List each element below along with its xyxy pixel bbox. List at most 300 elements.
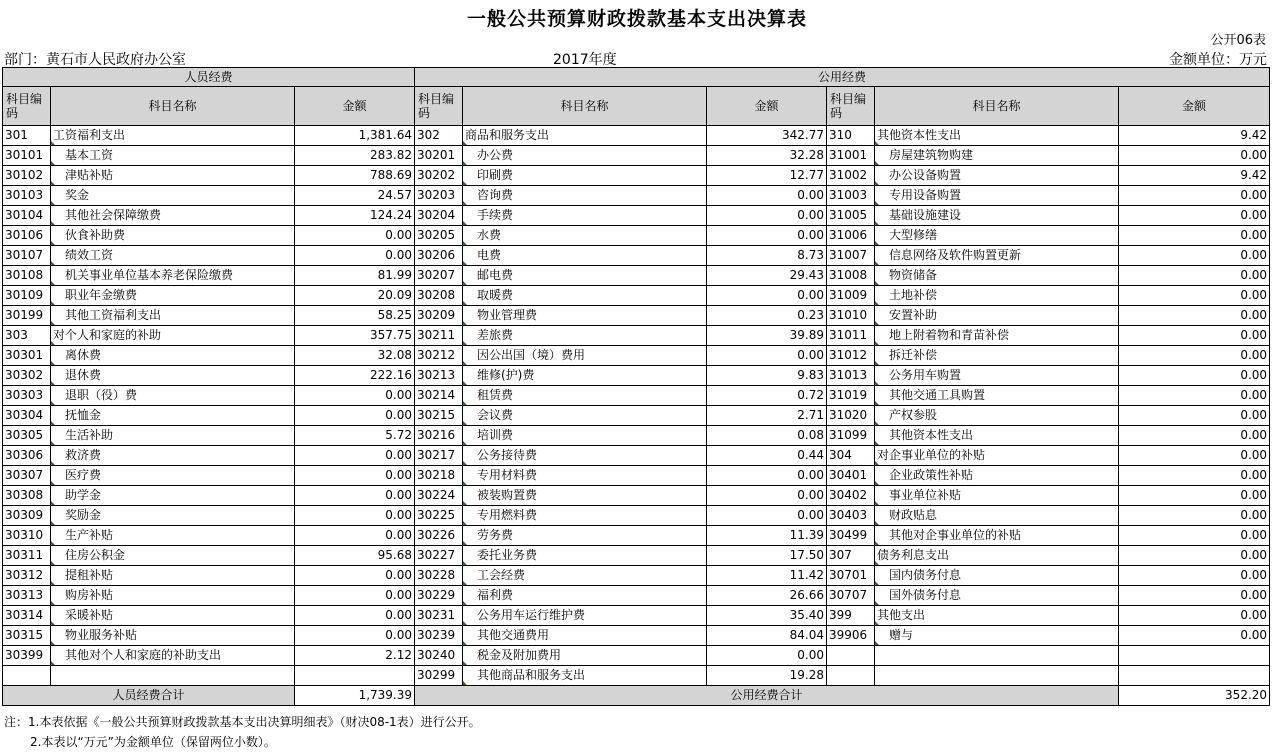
cell-name: 其他支出	[875, 606, 1119, 626]
cell-amount: 32.28	[707, 146, 827, 166]
cell-code: 31001	[827, 146, 875, 166]
cell-code: 30106	[3, 226, 51, 246]
cell-amount: 0.00	[295, 506, 415, 526]
group-header-personnel: 人员经费	[3, 68, 415, 87]
cell-amount: 0.44	[707, 446, 827, 466]
table-row	[3, 306, 1270, 326]
cell-amount: 95.68	[295, 546, 415, 566]
cell-name: 印刷费	[463, 166, 707, 186]
cell-code: 31012	[827, 346, 875, 366]
cell-name: 维修(护)费	[463, 366, 707, 386]
cell-name: 水费	[463, 226, 707, 246]
cell-amount: 357.75	[295, 326, 415, 346]
table-row	[3, 486, 1270, 506]
cell-amount: 0.00	[707, 486, 827, 506]
cell-name: 国外债务付息	[875, 586, 1119, 606]
cell-code: 39906	[827, 626, 875, 646]
cell-amount: 0.00	[1119, 186, 1270, 206]
cell-amount: 0.00	[1119, 226, 1270, 246]
cell-code: 30308	[3, 486, 51, 506]
cell-code	[827, 666, 875, 686]
table-row	[3, 566, 1270, 586]
cell-code: 30309	[3, 506, 51, 526]
cell-name: 办公费	[463, 146, 707, 166]
cell-code: 304	[827, 446, 875, 466]
cell-amount: 0.00	[295, 466, 415, 486]
cell-amount: 0.00	[1119, 526, 1270, 546]
table-row	[3, 186, 1270, 206]
cell-name: 住房公积金	[51, 546, 295, 566]
cell-name: 津贴补贴	[51, 166, 295, 186]
cell-amount: 0.00	[295, 406, 415, 426]
cell-code: 30225	[415, 506, 463, 526]
fiscal-year: 2017年度	[553, 52, 617, 68]
cell-name: 劳务费	[463, 526, 707, 546]
cell-name: 离休费	[51, 346, 295, 366]
cell-name: 基本工资	[51, 146, 295, 166]
cell-code: 31003	[827, 186, 875, 206]
column-header-amount: 金额	[707, 87, 827, 126]
cell-name: 房屋建筑物购建	[875, 146, 1119, 166]
cell-amount: 0.00	[1119, 146, 1270, 166]
cell-name: 信息网络及软件购置更新	[875, 246, 1119, 266]
table-row	[3, 226, 1270, 246]
cell-amount: 0.00	[1119, 566, 1270, 586]
cell-code: 30203	[415, 186, 463, 206]
cell-code: 30239	[415, 626, 463, 646]
cell-name: 其他商品和服务支出	[463, 666, 707, 686]
column-header-code: 科目编码	[3, 87, 51, 126]
cell-code: 30226	[415, 526, 463, 546]
cell-name	[875, 646, 1119, 666]
cell-name: 其他社会保障缴费	[51, 206, 295, 226]
cell-code: 30217	[415, 446, 463, 466]
cell-name: 采暖补贴	[51, 606, 295, 626]
column-header-code: 科目编码	[415, 87, 463, 126]
cell-code: 30231	[415, 606, 463, 626]
table-row	[3, 246, 1270, 266]
cell-amount: 0.00	[295, 586, 415, 606]
cell-amount: 0.00	[1119, 286, 1270, 306]
table-row	[3, 346, 1270, 366]
footnote-2: 2.本表以“万元”为金额单位（保留两位小数）。	[30, 735, 276, 749]
cell-name: 医疗费	[51, 466, 295, 486]
column-header-code: 科目编码	[827, 87, 875, 126]
cell-amount: 0.00	[1119, 486, 1270, 506]
cell-amount: 2.12	[295, 646, 415, 666]
footnotes	[4, 712, 481, 752]
cell-code: 303	[3, 326, 51, 346]
cell-amount: 283.82	[295, 146, 415, 166]
cell-name: 工资福利支出	[51, 126, 295, 146]
cell-name: 赠与	[875, 626, 1119, 646]
cell-name	[51, 666, 295, 686]
public-total-label: 公用经费合计	[415, 686, 1119, 706]
cell-amount: 0.00	[1119, 326, 1270, 346]
cell-name	[875, 666, 1119, 686]
cell-amount: 0.00	[295, 226, 415, 246]
cell-name: 事业单位补贴	[875, 486, 1119, 506]
cell-name: 企业政策性补贴	[875, 466, 1119, 486]
cell-name: 基础设施建设	[875, 206, 1119, 226]
cell-amount: 0.00	[1119, 546, 1270, 566]
cell-name: 其他工资福利支出	[51, 306, 295, 326]
cell-code: 30228	[415, 566, 463, 586]
table-row	[3, 526, 1270, 546]
cell-amount: 8.73	[707, 246, 827, 266]
cell-code: 30213	[415, 366, 463, 386]
page-title: 一般公共预算财政拨款基本支出决算表	[466, 8, 807, 30]
cell-amount: 0.08	[707, 426, 827, 446]
cell-name: 邮电费	[463, 266, 707, 286]
cell-code: 30209	[415, 306, 463, 326]
cell-code: 30224	[415, 486, 463, 506]
cell-name: 被装购置费	[463, 486, 707, 506]
cell-amount: 788.69	[295, 166, 415, 186]
cell-code: 30108	[3, 266, 51, 286]
cell-name: 购房补贴	[51, 586, 295, 606]
cell-amount: 12.77	[707, 166, 827, 186]
cell-code	[827, 646, 875, 666]
table-row	[3, 386, 1270, 406]
cell-amount: 124.24	[295, 206, 415, 226]
cell-name: 伙食补助费	[51, 226, 295, 246]
cell-amount: 222.16	[295, 366, 415, 386]
table-row	[3, 206, 1270, 226]
cell-code: 30214	[415, 386, 463, 406]
cell-code: 30103	[3, 186, 51, 206]
cell-name: 专用设备购置	[875, 186, 1119, 206]
cell-name: 因公出国（境）费用	[463, 346, 707, 366]
table-row	[3, 546, 1270, 566]
cell-amount: 29.43	[707, 266, 827, 286]
cell-name: 债务利息支出	[875, 546, 1119, 566]
cell-amount: 2.71	[707, 406, 827, 426]
cell-code: 31013	[827, 366, 875, 386]
cell-amount: 0.00	[707, 506, 827, 526]
table-row	[3, 446, 1270, 466]
cell-name: 退职（役）费	[51, 386, 295, 406]
cell-name: 商品和服务支出	[463, 126, 707, 146]
cell-code: 399	[827, 606, 875, 626]
cell-code: 30227	[415, 546, 463, 566]
cell-name: 专用燃料费	[463, 506, 707, 526]
cell-amount: 0.00	[1119, 426, 1270, 446]
cell-amount: 81.99	[295, 266, 415, 286]
cell-code: 31009	[827, 286, 875, 306]
cell-code: 30303	[3, 386, 51, 406]
table-row	[3, 426, 1270, 446]
cell-amount: 5.72	[295, 426, 415, 446]
cell-name: 对企事业单位的补贴	[875, 446, 1119, 466]
cell-code: 30207	[415, 266, 463, 286]
cell-name: 委托业务费	[463, 546, 707, 566]
cell-name: 奖金	[51, 186, 295, 206]
cell-amount: 0.00	[1119, 366, 1270, 386]
cell-code: 30701	[827, 566, 875, 586]
cell-amount: 17.50	[707, 546, 827, 566]
cell-code: 30403	[827, 506, 875, 526]
cell-code: 31002	[827, 166, 875, 186]
cell-amount: 0.00	[295, 566, 415, 586]
cell-code: 31006	[827, 226, 875, 246]
cell-code: 31011	[827, 326, 875, 346]
cell-code: 307	[827, 546, 875, 566]
cell-amount: 0.00	[295, 626, 415, 646]
cell-code: 31005	[827, 206, 875, 226]
cell-code: 30201	[415, 146, 463, 166]
cell-code: 31007	[827, 246, 875, 266]
cell-code: 30102	[3, 166, 51, 186]
cell-amount: 26.66	[707, 586, 827, 606]
cell-amount: 0.00	[707, 226, 827, 246]
amount-unit: 金额单位：万元	[1169, 52, 1267, 68]
cell-code: 30107	[3, 246, 51, 266]
cell-code: 310	[827, 126, 875, 146]
cell-amount: 0.00	[1119, 586, 1270, 606]
cell-amount: 0.00	[707, 186, 827, 206]
cell-code: 30402	[827, 486, 875, 506]
cell-name: 其他交通工具购置	[875, 386, 1119, 406]
cell-code: 30211	[415, 326, 463, 346]
table-row	[3, 166, 1270, 186]
table-row	[3, 506, 1270, 526]
column-header-amount: 金额	[295, 87, 415, 126]
cell-amount: 0.00	[1119, 606, 1270, 626]
cell-name: 生活补助	[51, 426, 295, 446]
cell-amount: 0.00	[295, 526, 415, 546]
group-header-public: 公用经费	[415, 68, 1270, 87]
cell-amount: 0.00	[707, 466, 827, 486]
cell-amount: 0.23	[707, 306, 827, 326]
table-row	[3, 286, 1270, 306]
cell-amount	[295, 666, 415, 686]
expenditure-table	[2, 67, 1270, 706]
cell-code: 31008	[827, 266, 875, 286]
cell-amount: 0.00	[1119, 266, 1270, 286]
cell-code: 30299	[415, 666, 463, 686]
cell-name: 工会经费	[463, 566, 707, 586]
cell-name: 生产补贴	[51, 526, 295, 546]
cell-code: 30707	[827, 586, 875, 606]
cell-code: 30315	[3, 626, 51, 646]
table-row	[3, 626, 1270, 646]
cell-code: 30311	[3, 546, 51, 566]
cell-amount: 0.00	[1119, 406, 1270, 426]
cell-amount: 0.00	[1119, 346, 1270, 366]
cell-code: 30304	[3, 406, 51, 426]
cell-code: 30109	[3, 286, 51, 306]
table-row	[3, 586, 1270, 606]
cell-name: 会议费	[463, 406, 707, 426]
cell-amount	[1119, 646, 1270, 666]
cell-code: 30301	[3, 346, 51, 366]
cell-name: 其他对企事业单位的补贴	[875, 526, 1119, 546]
cell-amount: 0.00	[295, 446, 415, 466]
cell-name: 土地补偿	[875, 286, 1119, 306]
cell-name: 职业年金缴费	[51, 286, 295, 306]
cell-name: 地上附着物和青苗补偿	[875, 326, 1119, 346]
cell-amount: 0.00	[1119, 466, 1270, 486]
cell-name: 咨询费	[463, 186, 707, 206]
cell-name: 租赁费	[463, 386, 707, 406]
column-header-name: 科目名称	[51, 87, 295, 126]
cell-name: 安置补助	[875, 306, 1119, 326]
cell-amount: 0.00	[1119, 386, 1270, 406]
cell-amount: 0.00	[1119, 626, 1270, 646]
cell-code: 30101	[3, 146, 51, 166]
cell-code: 30215	[415, 406, 463, 426]
cell-code: 30313	[3, 586, 51, 606]
table-row	[3, 406, 1270, 426]
cell-amount: 9.42	[1119, 126, 1270, 146]
cell-code: 30302	[3, 366, 51, 386]
cell-name: 物资储备	[875, 266, 1119, 286]
column-header-name: 科目名称	[463, 87, 707, 126]
cell-amount: 0.00	[707, 346, 827, 366]
cell-amount: 0.00	[1119, 246, 1270, 266]
cell-amount: 0.00	[707, 646, 827, 666]
cell-name: 助学金	[51, 486, 295, 506]
cell-name: 电费	[463, 246, 707, 266]
table-row	[3, 466, 1270, 486]
table-row	[3, 266, 1270, 286]
cell-code: 31010	[827, 306, 875, 326]
cell-name: 专用材料费	[463, 466, 707, 486]
cell-name: 退休费	[51, 366, 295, 386]
column-header-amount: 金额	[1119, 87, 1270, 126]
cell-name: 公务用车运行维护费	[463, 606, 707, 626]
cell-code: 30216	[415, 426, 463, 446]
cell-amount: 0.00	[1119, 446, 1270, 466]
cell-name: 抚恤金	[51, 406, 295, 426]
cell-amount: 11.42	[707, 566, 827, 586]
cell-name: 对个人和家庭的补助	[51, 326, 295, 346]
table-row	[3, 606, 1270, 626]
cell-amount: 342.77	[707, 126, 827, 146]
cell-name: 其他资本性支出	[875, 126, 1119, 146]
cell-code	[3, 666, 51, 686]
cell-amount: 0.00	[1119, 206, 1270, 226]
table-row	[3, 646, 1270, 666]
cell-code: 30202	[415, 166, 463, 186]
table-row	[3, 666, 1270, 686]
cell-name: 公务接待费	[463, 446, 707, 466]
cell-code: 301	[3, 126, 51, 146]
cell-code: 302	[415, 126, 463, 146]
cell-name: 其他对个人和家庭的补助支出	[51, 646, 295, 666]
cell-code: 31020	[827, 406, 875, 426]
cell-amount: 11.39	[707, 526, 827, 546]
cell-name: 其他资本性支出	[875, 426, 1119, 446]
cell-amount: 1,381.64	[295, 126, 415, 146]
cell-code: 30205	[415, 226, 463, 246]
cell-name: 其他交通费用	[463, 626, 707, 646]
cell-amount	[1119, 666, 1270, 686]
cell-amount: 9.83	[707, 366, 827, 386]
cell-code: 30204	[415, 206, 463, 226]
cell-name: 机关事业单位基本养老保险缴费	[51, 266, 295, 286]
cell-code: 30208	[415, 286, 463, 306]
cell-name: 拆迁补偿	[875, 346, 1119, 366]
cell-code: 30307	[3, 466, 51, 486]
cell-amount: 39.89	[707, 326, 827, 346]
cell-code: 30312	[3, 566, 51, 586]
cell-name: 公务用车购置	[875, 366, 1119, 386]
cell-name: 绩效工资	[51, 246, 295, 266]
cell-code: 30199	[3, 306, 51, 326]
table-row	[3, 366, 1270, 386]
cell-name: 税金及附加费用	[463, 646, 707, 666]
personnel-total-label: 人员经费合计	[3, 686, 295, 706]
cell-amount: 58.25	[295, 306, 415, 326]
cell-name: 产权参股	[875, 406, 1119, 426]
column-header-name: 科目名称	[875, 87, 1119, 126]
cell-amount: 0.00	[295, 606, 415, 626]
cell-code: 30104	[3, 206, 51, 226]
cell-amount: 32.08	[295, 346, 415, 366]
cell-code: 30314	[3, 606, 51, 626]
cell-name: 取暖费	[463, 286, 707, 306]
cell-code: 30240	[415, 646, 463, 666]
form-number: 公开06表	[1210, 33, 1266, 48]
cell-code: 31019	[827, 386, 875, 406]
cell-amount: 20.09	[295, 286, 415, 306]
cell-amount: 0.00	[1119, 506, 1270, 526]
cell-code: 30206	[415, 246, 463, 266]
cell-name: 手续费	[463, 206, 707, 226]
cell-code: 30229	[415, 586, 463, 606]
cell-name: 物业管理费	[463, 306, 707, 326]
cell-code: 30212	[415, 346, 463, 366]
cell-name: 大型修缮	[875, 226, 1119, 246]
table-row	[3, 326, 1270, 346]
cell-code: 30401	[827, 466, 875, 486]
cell-amount: 0.00	[295, 386, 415, 406]
cell-code: 30499	[827, 526, 875, 546]
cell-amount: 0.72	[707, 386, 827, 406]
cell-code: 31099	[827, 426, 875, 446]
department-label: 部门：黄石市人民政府办公室	[4, 52, 186, 68]
footnote-1: 注：1.本表依据《一般公共预算财政拨款基本支出决算明细表》（财决08-1表）进行公开。	[4, 715, 481, 729]
cell-name: 培训费	[463, 426, 707, 446]
cell-code: 30218	[415, 466, 463, 486]
cell-amount: 0.00	[295, 486, 415, 506]
cell-code: 30306	[3, 446, 51, 466]
cell-amount: 19.28	[707, 666, 827, 686]
table-row	[3, 146, 1270, 166]
cell-name: 奖励金	[51, 506, 295, 526]
cell-amount: 0.00	[707, 206, 827, 226]
table-row	[3, 126, 1270, 146]
cell-name: 救济费	[51, 446, 295, 466]
cell-amount: 9.42	[1119, 166, 1270, 186]
cell-name: 国内债务付息	[875, 566, 1119, 586]
cell-name: 物业服务补贴	[51, 626, 295, 646]
cell-amount: 0.00	[1119, 306, 1270, 326]
cell-amount: 24.57	[295, 186, 415, 206]
cell-code: 30399	[3, 646, 51, 666]
cell-name: 财政贴息	[875, 506, 1119, 526]
cell-amount: 35.40	[707, 606, 827, 626]
cell-code: 30310	[3, 526, 51, 546]
cell-name: 办公设备购置	[875, 166, 1119, 186]
cell-name: 提租补贴	[51, 566, 295, 586]
cell-amount: 0.00	[295, 246, 415, 266]
cell-name: 差旅费	[463, 326, 707, 346]
cell-name: 福利费	[463, 586, 707, 606]
cell-amount: 0.00	[707, 286, 827, 306]
